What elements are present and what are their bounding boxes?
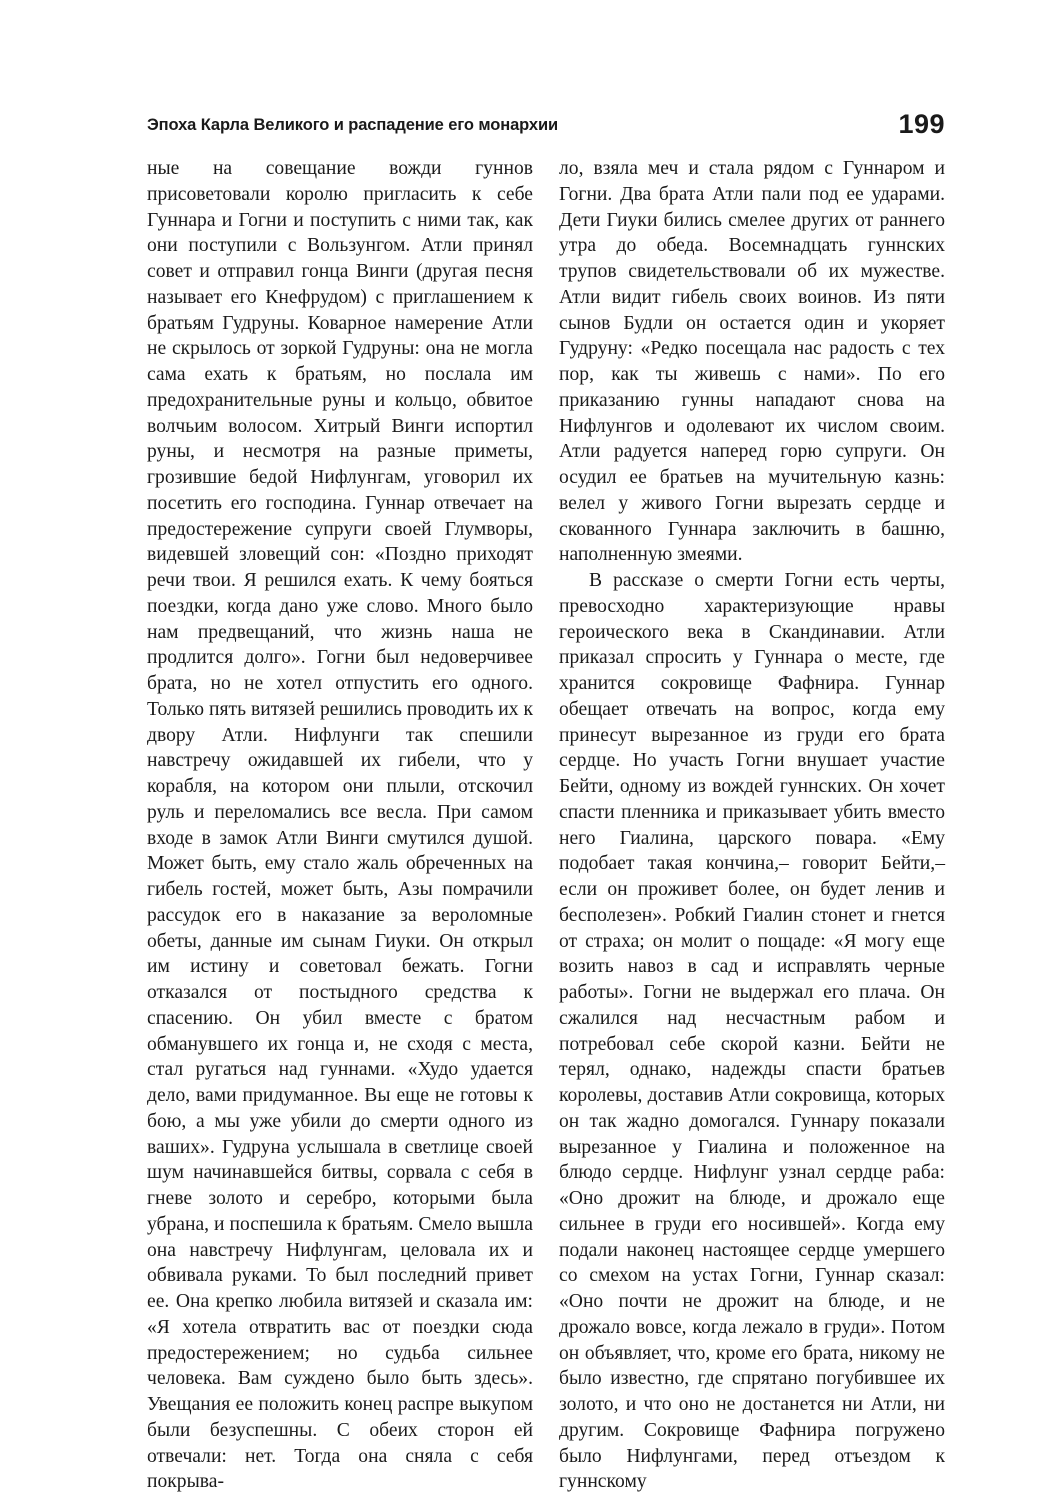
paragraph: ные на совещание вожди гуннов присоветовали королю пригласить к себе Гуннара и Гогни и поступить с ними так, как они поступили с Вользунгом. Атли принял совет и отправил гонца Винги (другая песня называет его Кнефрудом) с приглашением к братьям Гудруны. Коварное намерение Атли не скрылось от зоркой Гудруны: она не могла сама ехать к братьям, но послала им предохранительные руны и кольцо, обвитое волчьим волосом. Хитрый Винги испортил руны, и несмотря на разные приметы, грозившие бедой Нифлунгам, уговорил их посетить его господина. Гуннар отвечает на предостережение супруги своей Глумворы, видевшей зловещий сон: «Поздно приходят речи твои. Я решился ехать. К чему бояться поездки, когда дано уже слово. Много было нам предвещаний, что жизнь наша не продлится долго». Гогни был недоверчивее брата, но не хотел отпустить его одного. Только пять витязей решились проводить их к двору Атли. Нифлунги так спешили навстречу ожидавшей их гибели, что у корабля, на котором они плыли, отскочил руль и переломались все весла. При самом входе в замок Атли Винги смутился душой. Может быть, ему стало жаль обреченных на гибель гостей, может быть, Азы помрачили рассудок его в наказание за вероломные обеты, данные им сынам Гиуки. Он открыл им истину и советовал бежать. Гогни отказался от постыдного средства к спасению. Он убил вместе с братом обманувшего их гонца и, не сходя с места, стал ругаться над гуннами. «Худо удается дело, вами придуманное. Вы еще не готовы к бою, а мы уже убили до смерти одного из ваших». Гудруна услышала в светлице своей шум начинавшейся битвы, сорвала с себя в гневе золото и серебро, которыми была убрана, и поспешила к братьям. Смело вышла она навстречу Нифлунгам, целовала их и обвивала руками. То был последний привет ее. Она крепко любила витязей и сказала им: «Я хотела отвратить вас от поездки сюда предостережением; но судьба сильнее человека. Вам суждено было быть здесь». Увещания ее положить конец распре выкупом были безуспешны. С обеих сторон ей отвечали: нет. Тогда она сняла с себя покрыва- bbox=[147, 158, 533, 1493]
running-title: Эпоха Карла Великого и распадение его монархии bbox=[147, 116, 559, 134]
page-number: 199 bbox=[898, 109, 945, 139]
text-column-right bbox=[559, 156, 945, 1495]
paragraph: ло, взяла меч и стала рядом с Гуннаром и Гогни. Два брата Атли пали под ее ударами. Дети Гиуки бились смелее других от раннего утра до обеда. Восемнадцать гуннских трупов свидетельствовали об их мужестве. Атли видит гибель своих воинов. Из пяти сынов Будли он остается один и укоряет Гудруну: «Редко посещала нас радость с тех пор, как ты живешь с нами». По его приказанию гунны нападают снова на Нифлунгов и одолевают их числом своим. Атли радуется наперед горю супруги. Он осудил ее братьев на мучительную казнь: велел у живого Гогни вырезать сердце и скованного Гуннара заключить в башню, наполненную змеями. bbox=[559, 158, 945, 566]
running-head bbox=[147, 109, 945, 144]
text-column-left bbox=[147, 156, 533, 1495]
paragraph: В рассказе о смерти Гогни есть черты, превосходно характеризующие нравы героического века в Скандинавии. Атли приказал спросить у Гуннара о месте, где хранится сокровище Фафнира. Гуннар обещает отвечать на вопрос, когда ему принесут вырезанное из груди его брата сердце. Но участь Гогни внушает участие Бейти, одному из вождей гуннских. Он хочет спасти пленника и приказывает убить вместо него Гиалина, царского повара. «Ему подобает такая кончина,– говорит Бейти,– если он проживет более, он будет ленив и бесполезен». Робкий Гиалин стонет и гнется от страха; он молит о пощаде: «Я могу еще возить навоз в сад и исправлять черные работы». Гогни не выдержал его плача. Он сжалился над несчастным рабом и потребовал себе скорой казни. Бейти не терял, однако, надежды спасти братьев королевы, доставив Атли сокровища, которых он так жадно домогался. Гуннару показали вырезанное у Гиалина и положенное на блюдо сердце. Нифлунг узнал сердце раба: «Оно дрожит на блюде, и дрожало еще сильнее в груди его носившей». Когда ему подали наконец настоящее сердце умершего со смехом на устах Гогни, Гуннар сказал: «Оно почти не дрожит на блюде, и не дрожало вовсе, когда лежало в груди». Потом он объявляет, что, кроме его брата, никому не было известно, где спрятано погубившее их золото, и что оно не достанется ни Атли, ни другим. Сокровище Фафнира погружено было Нифлунгами, перед отъездом к гуннскому bbox=[559, 570, 945, 1493]
